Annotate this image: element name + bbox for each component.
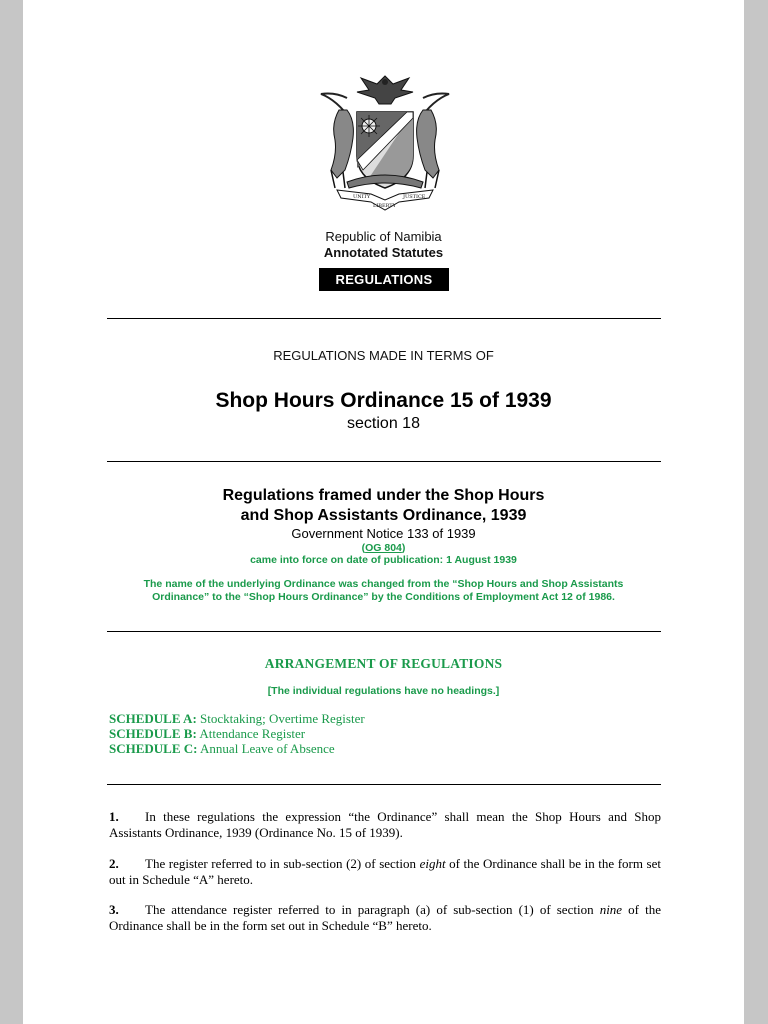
- act-section: section 18: [347, 415, 420, 432]
- note-line: Ordinance” to the “Shop Hours Ordinance” by the Conditions of Employment Act 12 of 1986.: [152, 591, 615, 603]
- paragraph-number: 3.: [109, 902, 119, 917]
- government-notice: Government Notice 133 of 1939: [291, 526, 476, 541]
- gazette-reference: (OG 804): [361, 542, 406, 554]
- regulation-title-line: Regulations framed under the Shop Hours: [222, 487, 545, 504]
- arrangement-note: [The individual regulations have no headings.]: [267, 685, 500, 697]
- act-title: Shop Hours Ordinance 15 of 1939: [215, 389, 552, 412]
- schedule-item: SCHEDULE C: Annual Leave of Absence: [109, 741, 335, 756]
- gazette-link[interactable]: OG 804: [365, 542, 402, 554]
- schedule-item: SCHEDULE B: Attendance Register: [109, 726, 306, 741]
- arrangement-title: ARRANGEMENT OF REGULATIONS: [264, 656, 503, 671]
- coat-of-arms-icon: [317, 70, 453, 212]
- commencement-note: came into force on date of publication: 1 August 1939: [250, 554, 517, 566]
- regulation-title: [23, 486, 744, 526]
- paragraph-number: 1.: [109, 809, 119, 824]
- regulation-title-line: and Shop Assistants Ordinance, 1939: [240, 507, 527, 524]
- svg-text:LIBERTY: LIBERTY: [373, 203, 396, 209]
- divider: [107, 318, 661, 319]
- regulation-paragraph: 1. In these regulations the expression “the Ordinance” shall mean the Shop Hours and Shop Assistants Ordinance, 1939 (Ordinance No. 15 of 1939).: [109, 809, 661, 840]
- divider: [107, 631, 661, 632]
- note-line: The name of the underlying Ordinance was changed from the “Shop Hours and Shop Assistants: [143, 578, 624, 590]
- ordinance-name-note: [23, 578, 744, 604]
- country-name: Republic of Namibia: [325, 229, 442, 244]
- regulation-paragraph: 3. The attendance register referred to in paragraph (a) of sub-section (1) of section nine of the Ordinance shall be in the form set out in Schedule “B” hereto.: [109, 902, 661, 933]
- regulations-badge: REGULATIONS: [319, 268, 449, 291]
- regulation-paragraph: 2. The register referred to in sub-section (2) of section eight of the Ordinance shall be in the form set out in Schedule “A” hereto.: [109, 856, 661, 887]
- svg-text:JUSTICE: JUSTICE: [403, 194, 426, 200]
- divider: [107, 461, 661, 462]
- made-in-terms-heading: REGULATIONS MADE IN TERMS OF: [273, 348, 494, 363]
- collection-name: Annotated Statutes: [323, 245, 444, 260]
- document-page: [23, 0, 744, 1024]
- divider: [107, 784, 661, 785]
- svg-text:UNITY: UNITY: [353, 194, 371, 200]
- paragraph-number: 2.: [109, 856, 119, 871]
- schedule-item: SCHEDULE A: Stocktaking; Overtime Register: [109, 711, 365, 726]
- schedule-list: [109, 711, 365, 756]
